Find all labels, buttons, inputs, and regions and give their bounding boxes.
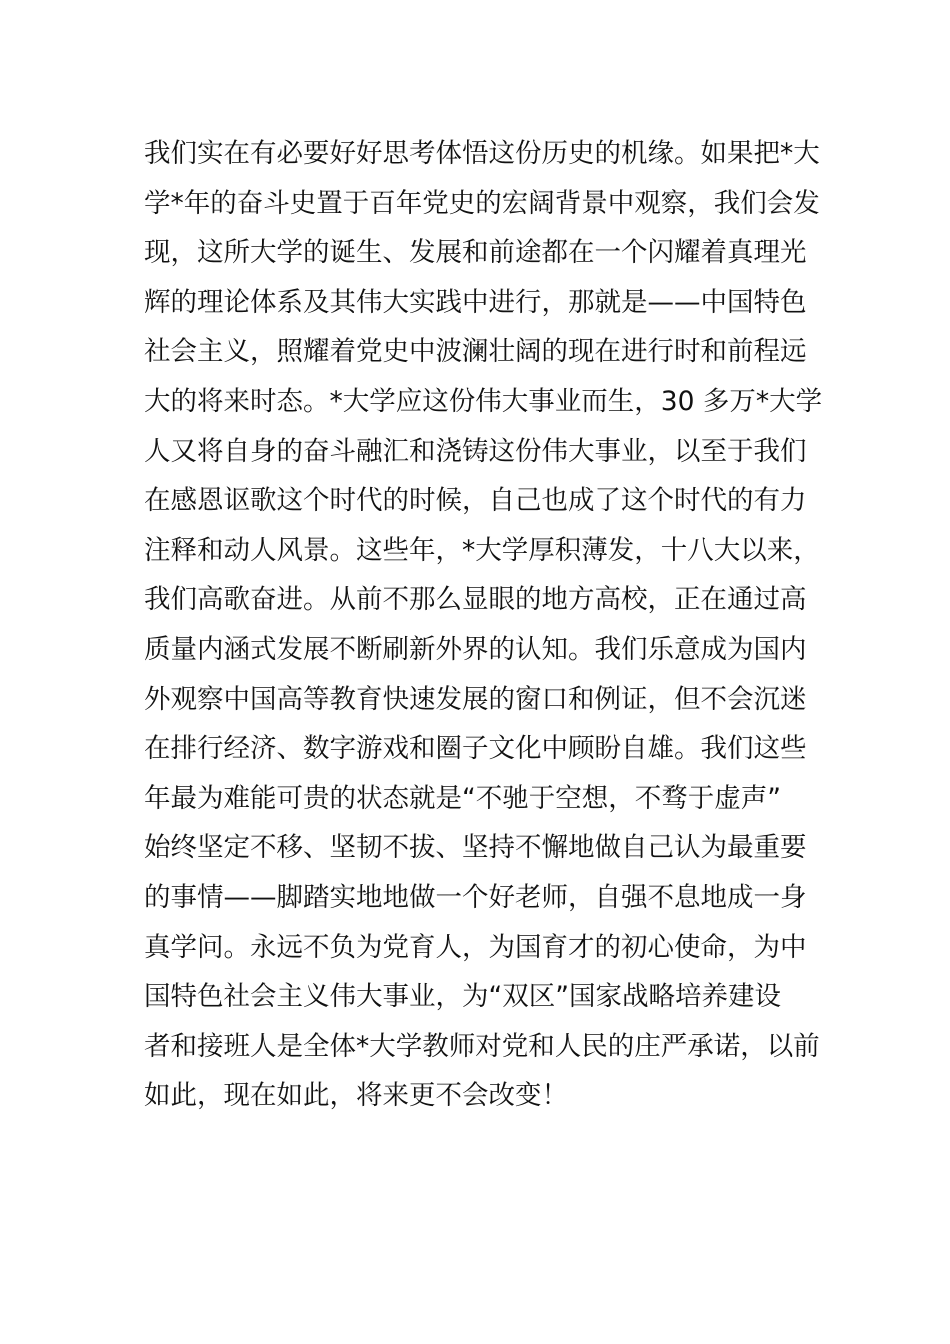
text-line: 大的将来时态。*大学应这份伟大事业而生，30 多万*大学 [144,385,823,417]
text-line: 注释和动人风景。这些年，*大学厚积薄发，十八大以来， [144,534,820,566]
text-line: 我们实在有必要好好思考体悟这份历史的机缘。如果把*大 [144,138,820,169]
text-line: 学*年的奋斗史置于百年党史的宏阔背景中观察，我们会发 [144,187,820,219]
text-line: 的事情——脚踏实地地做一个好老师，自强不息地成一身 [144,881,807,913]
text-line: 在排行经济、数字游戏和圈子文化中顾盼自雄。我们这些 [144,733,807,765]
text-line: 如此，现在如此，将来更不会改变！ [144,1080,568,1112]
text-line: 真学问。永远不负为党育人，为国育才的初心使命，为中 [144,931,807,963]
text-line: 人又将自身的奋斗融汇和浇铸这份伟大事业，以至于我们 [144,435,807,467]
text-line: 辉的理论体系及其伟大实践中进行，那就是——中国特色 [144,286,807,318]
text-line: 年最为难能可贵的状态就是“不驰于空想，不骛于虚声” [144,782,781,814]
text-line: 在感恩讴歌这个时代的时候，自己也成了这个时代的有力 [144,485,807,517]
text-line: 国特色社会主义伟大事业，为“双区”国家战略培养建设 [144,981,781,1013]
body-paragraph [144,129,824,1121]
text-line: 始终坚定不移、坚韧不拔、坚持不懈地做自己认为最重要 [144,832,807,864]
text-line: 我们高歌奋进。从前不那么显眼的地方高校，正在通过高 [144,584,807,616]
text-line: 现，这所大学的诞生、发展和前途都在一个闪耀着真理光 [144,237,807,269]
text-line: 社会主义，照耀着党史中波澜壮阔的现在进行时和前程远 [144,336,807,368]
text-line: 质量内涵式发展不断刷新外界的认知。我们乐意成为国内 [144,633,807,665]
text-line: 外观察中国高等教育快速发展的窗口和例证，但不会沉迷 [144,683,807,715]
text-line: 者和接班人是全体*大学教师对党和人民的庄严承诺，以前 [144,1030,820,1062]
